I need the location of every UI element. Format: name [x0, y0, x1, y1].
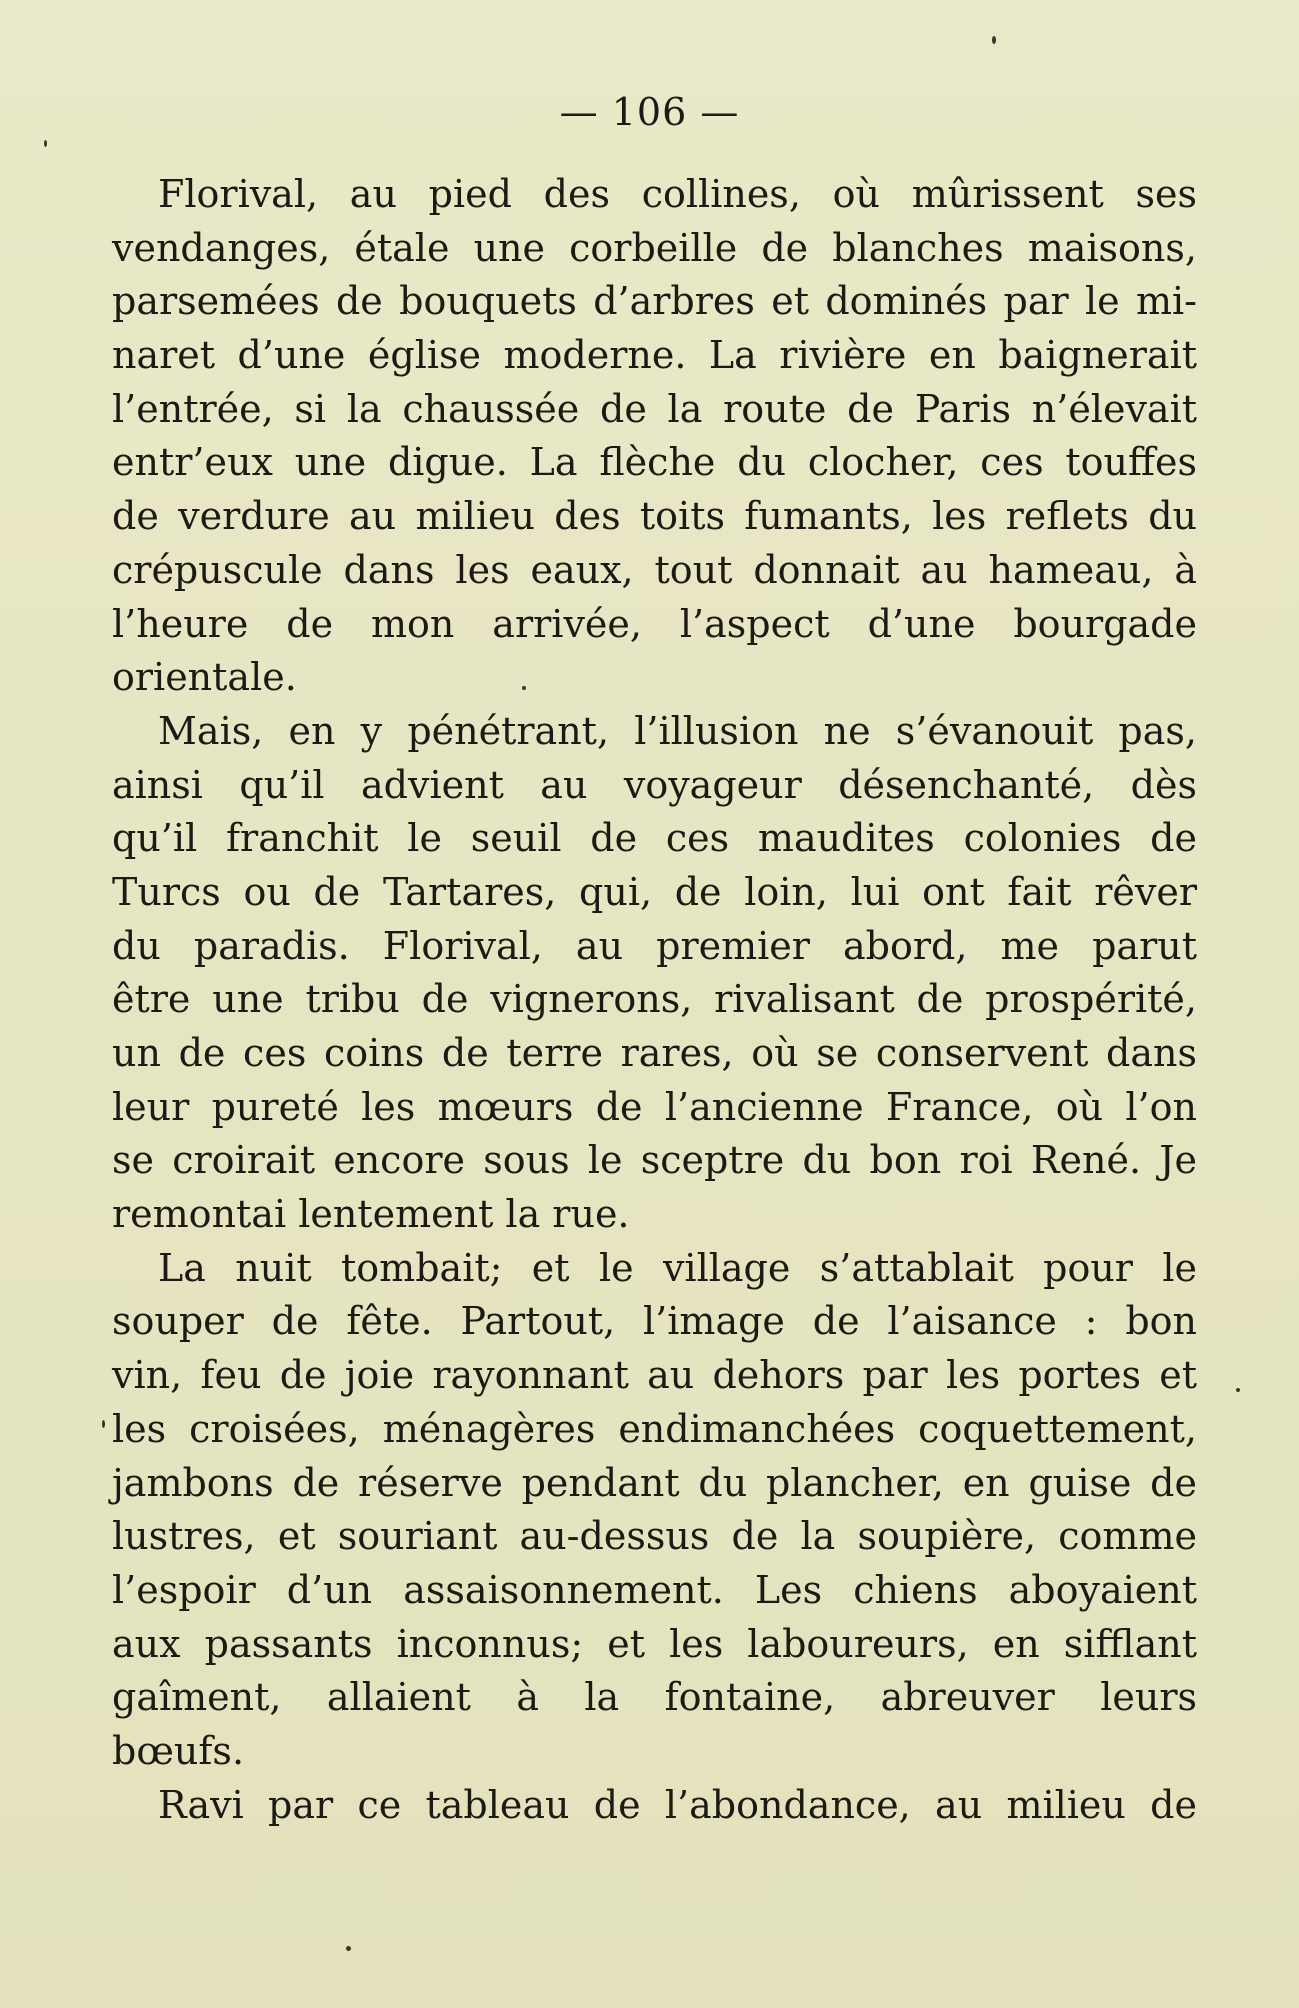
text-line: Turcs ou de Tartares, qui, de loin, lui ont fait rêver — [112, 869, 1197, 914]
text-line: entr’eux une digue. La flèche du clocher, ces touffes — [112, 440, 1197, 485]
text-line: La nuit tombait; et le village s’attablait pour le — [158, 1245, 1197, 1290]
paragraph — [112, 1779, 1197, 1833]
text-line: jambons de réserve pendant du plancher, en guise de — [112, 1460, 1197, 1505]
text-line: vendanges, étale une corbeille de blanches maisons, — [112, 225, 1197, 270]
body-text — [112, 168, 1197, 1832]
paragraph — [112, 168, 1197, 705]
ink-speck — [44, 140, 47, 147]
text-line: crépuscule dans les eaux, tout donnait au hameau, à — [112, 547, 1197, 592]
text-line: être une tribu de vignerons, rivalisant de prospérité, — [112, 977, 1197, 1022]
text-line: qu’il franchit le seuil de ces maudites colonies de — [112, 816, 1197, 861]
text-line: leur pureté les mœurs de l’ancienne France, où l’on — [112, 1084, 1197, 1129]
text-line: l’entrée, si la chaussée de la route de Paris n’élevait — [112, 386, 1197, 431]
text-line: aux passants inconnus; et les laboureurs, en sifflant — [112, 1621, 1197, 1666]
text-line: gaîment, allaient à la fontaine, abreuver leurs — [112, 1675, 1197, 1720]
ink-speck — [102, 1420, 105, 1428]
page-number: — 106 — — [559, 90, 740, 134]
text-line: Mais, en y pénétrant, l’illusion ne s’évanouit pas, — [158, 708, 1197, 753]
text-line: un de ces coins de terre rares, où se conservent dans — [112, 1031, 1197, 1075]
ink-speck — [1236, 1388, 1240, 1392]
text-line: les croisées, ménagères endimanchées coquettement, — [112, 1406, 1197, 1451]
text-line: l’espoir d’un assaisonnement. Les chiens aboyaient — [112, 1567, 1197, 1612]
text-line: remontai lentement la rue. — [112, 1192, 630, 1237]
paragraph — [112, 705, 1197, 1242]
text-line: souper de fête. Partout, l’image de l’aisance : bon — [112, 1299, 1197, 1344]
text-line: naret d’une église moderne. La rivière en baignerait — [112, 333, 1197, 378]
paragraph — [112, 1242, 1197, 1779]
text-line: vin, feu de joie rayonnant au dehors par les portes et — [112, 1353, 1197, 1398]
ink-speck — [992, 36, 996, 44]
text-line: parsemées de bouquets d’arbres et dominés par le mi- — [112, 279, 1197, 324]
text-line: orientale. — [112, 655, 297, 700]
text-line: se croirait encore sous le sceptre du bon roi René. Je — [112, 1138, 1197, 1183]
text-line: du paradis. Florival, au premier abord, me parut — [112, 923, 1197, 968]
text-line: Florival, au pied des collines, où mûrissent ses — [158, 172, 1197, 216]
text-line: lustres, et souriant au-dessus de la soupière, comme — [112, 1514, 1197, 1559]
text-line: bœufs. — [112, 1728, 245, 1773]
text-line: de verdure au milieu des toits fumants, les reflets du — [112, 494, 1197, 539]
text-line: l’heure de mon arrivée, l’aspect d’une bourgade — [112, 601, 1197, 646]
text-line: Ravi par ce tableau de l’abondance, au milieu de — [158, 1782, 1197, 1827]
text-line: ainsi qu’il advient au voyageur désenchanté, dès — [112, 762, 1197, 807]
ink-speck — [346, 1946, 351, 1951]
